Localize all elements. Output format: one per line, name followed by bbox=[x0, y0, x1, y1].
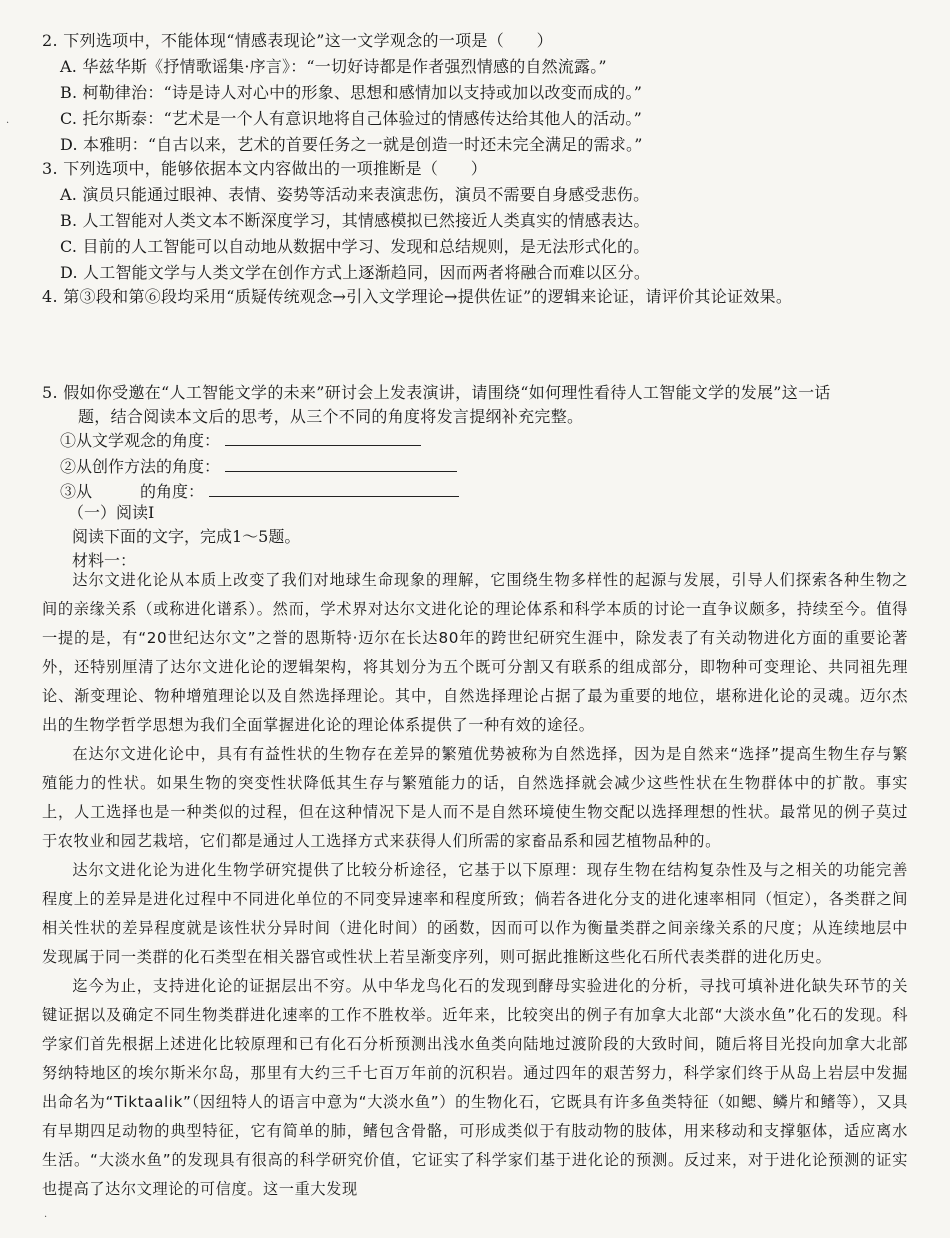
material-label: 材料一： bbox=[72, 551, 137, 570]
question-3-stem: 3. 下列选项中，能够依据本文内容做出的一项推断是（ ） bbox=[42, 159, 488, 178]
question-4-stem: 4. 第③段和第⑥段均采用“质疑传统观念→引入文学理论→提供佐证”的逻辑来论证，请评价其论证效果。 bbox=[42, 287, 793, 306]
passage-paragraph-2: 在达尔文进化论中，具有有益性状的生物存在差异的繁殖优势被称为自然选择，因为是自然来“选择”提高生物生存与繁殖能力的性状。如果生物的突变性状降低其生存与繁殖能力的话，自然选择就会减少这些性状在生物群体中的扩散。事实上，人工选择也是一种类似的过程，但在这种情况下是人而不是自然环境使生物交配以选择理想的性状。最常见的例子莫过于农牧业和园艺栽培，它们都是通过人工选择方式来获得人们所需的家畜品系和园艺植物品种的。 bbox=[42, 745, 908, 850]
answer-blank-1[interactable] bbox=[225, 431, 421, 446]
question-2-option-a: A. 华兹华斯《抒情歌谣集·序言》：“一切好诗都是作者强烈情感的自然流露。” bbox=[60, 57, 607, 76]
question-3-option-a: A. 演员只能通过眼神、表情、姿势等活动来表演悲伤，演员不需要自身感受悲伤。 bbox=[60, 185, 650, 204]
outline-item-3 bbox=[60, 481, 459, 503]
outline-item-2 bbox=[60, 456, 457, 478]
question-3-option-c: C. 目前的人工智能可以自动地从数据中学习、发现和总结规则，是无法形式化的。 bbox=[60, 237, 650, 256]
question-3-option-d: D. 人工智能文学与人类文学在创作方式上逐渐趋同，因而两者将融合而难以区分。 bbox=[60, 263, 651, 282]
margin-mark: · bbox=[6, 118, 10, 129]
outline-item-3-label: ③从 的角度： bbox=[60, 482, 205, 501]
answer-blank-3[interactable] bbox=[209, 482, 459, 497]
passage-paragraph-1: 达尔文进化论从本质上改变了我们对地球生命现象的理解，它围绕生物多样性的起源与发展，引导人们探索各种生物之间的亲缘关系（或称进化谱系）。然而，学术界对达尔文进化论的理论体系和科学本质的讨论一直争议颇多，持续至今。值得一提的是，有“20世纪达尔文”之誉的恩斯特·迈尔在长达80年的跨世纪研究生涯中，除发表了有关动物进化方面的重要论著外，还特别厘清了达尔文进化论的逻辑架构，将其划分为五个既可分割又有联系的组成部分，即物种可变理论、共同祖先理论、渐变理论、物种增殖理论以及自然选择理论。其中，自然选择理论占据了最为重要的地位，堪称进化论的灵魂。迈尔杰出的生物学哲学思想为我们全面掌握进化论的理论体系提供了一种有效的途径。 bbox=[42, 571, 908, 734]
section-title: （一）阅读Ⅰ bbox=[68, 503, 155, 522]
question-2-option-c: C. 托尔斯泰：“艺术是一个人有意识地将自己体验过的情感传达给其他人的活动。” bbox=[60, 109, 643, 128]
reading-passage bbox=[42, 566, 908, 1204]
passage-paragraph-4: 迄今为止，支持进化论的证据层出不穷。从中华龙鸟化石的发现到酵母实验进化的分析，寻找可填补进化缺失环节的关键证据以及确定不同生物类群进化速率的工作不胜枚举。近年来，比较突出的例子有加拿大北部“大淡水鱼”化石的发现。科学家们首先根据上述进化比较原理和已有化石分析预测出浅水鱼类向陆地过渡阶段的大致时间，随后将目光投向加拿大北部努纳特地区的埃尔斯米尔岛，那里有大约三千七百万年前的沉积岩。通过四年的艰苦努力，科学家们终于从岛上岩层中发掘出命名为“Tiktaalik”（因纽特人的语言中意为“大淡水鱼”）的生物化石，它既具有许多鱼类特征（如鳃、鳞片和鳍等），又具有早期四足动物的典型特征，它有简单的肺，鳍包含骨骼，可形成类似于有肢动物的肢体，用来移动和支撑躯体，适应离水生活。“大淡水鱼”的发现具有很高的科学研究价值，它证实了科学家们基于进化论的预测。反过来，对于进化论预测的证实也提高了达尔文理论的可信度。这一重大发现 bbox=[42, 977, 908, 1198]
question-3-option-b: B. 人工智能对人类文本不断深度学习，其情感模拟已然接近人类真实的情感表达。 bbox=[60, 211, 650, 230]
question-5-stem-line1: 5. 假如你受邀在“人工智能文学的未来”研讨会上发表演讲，请围绕“如何理性看待人工智能文学的发展”这一话 bbox=[42, 383, 831, 402]
question-2-option-b: B. 柯勒律治：“诗是诗人对心中的形象、思想和感情加以支持或加以改变而成的。” bbox=[60, 83, 643, 102]
passage-paragraph-3: 达尔文进化论为进化生物学研究提供了比较分析途径，它基于以下原理：现存生物在结构复杂性及与之相关的功能完善程度上的差异是进化过程中不同进化单位的不同变异速率和程度所致；倘若各进化分支的进化速率相同（恒定），各类群之间相关性状的差异程度就是该性状分异时间（进化时间）的函数，因而可以作为衡量类群之间亲缘关系的尺度；从连续地层中发现属于同一类群的化石类型在相关器官或性状上若呈渐变序列，则可据此推断这些化石所代表类群的进化历史。 bbox=[42, 861, 908, 966]
question-2-stem: 2. 下列选项中，不能体现“情感表现论”这一文学观念的一项是（ ） bbox=[42, 31, 553, 50]
outline-item-1-label: ①从文学观念的角度： bbox=[60, 431, 221, 450]
reading-instruction: 阅读下面的文字，完成1～5题。 bbox=[72, 527, 301, 546]
question-2-option-d: D. 本雅明：“自古以来，艺术的首要任务之一就是创造一时还未完全满足的需求。” bbox=[60, 135, 643, 154]
question-5-stem-line2: 题，结合阅读本文后的思考，从三个不同的角度将发言提纲补充完整。 bbox=[78, 407, 584, 426]
outline-item-2-label: ②从创作方法的角度： bbox=[60, 457, 221, 476]
answer-blank-2[interactable] bbox=[225, 457, 457, 472]
outline-item-1 bbox=[60, 430, 421, 452]
margin-mark-bottom: · bbox=[44, 1212, 48, 1223]
